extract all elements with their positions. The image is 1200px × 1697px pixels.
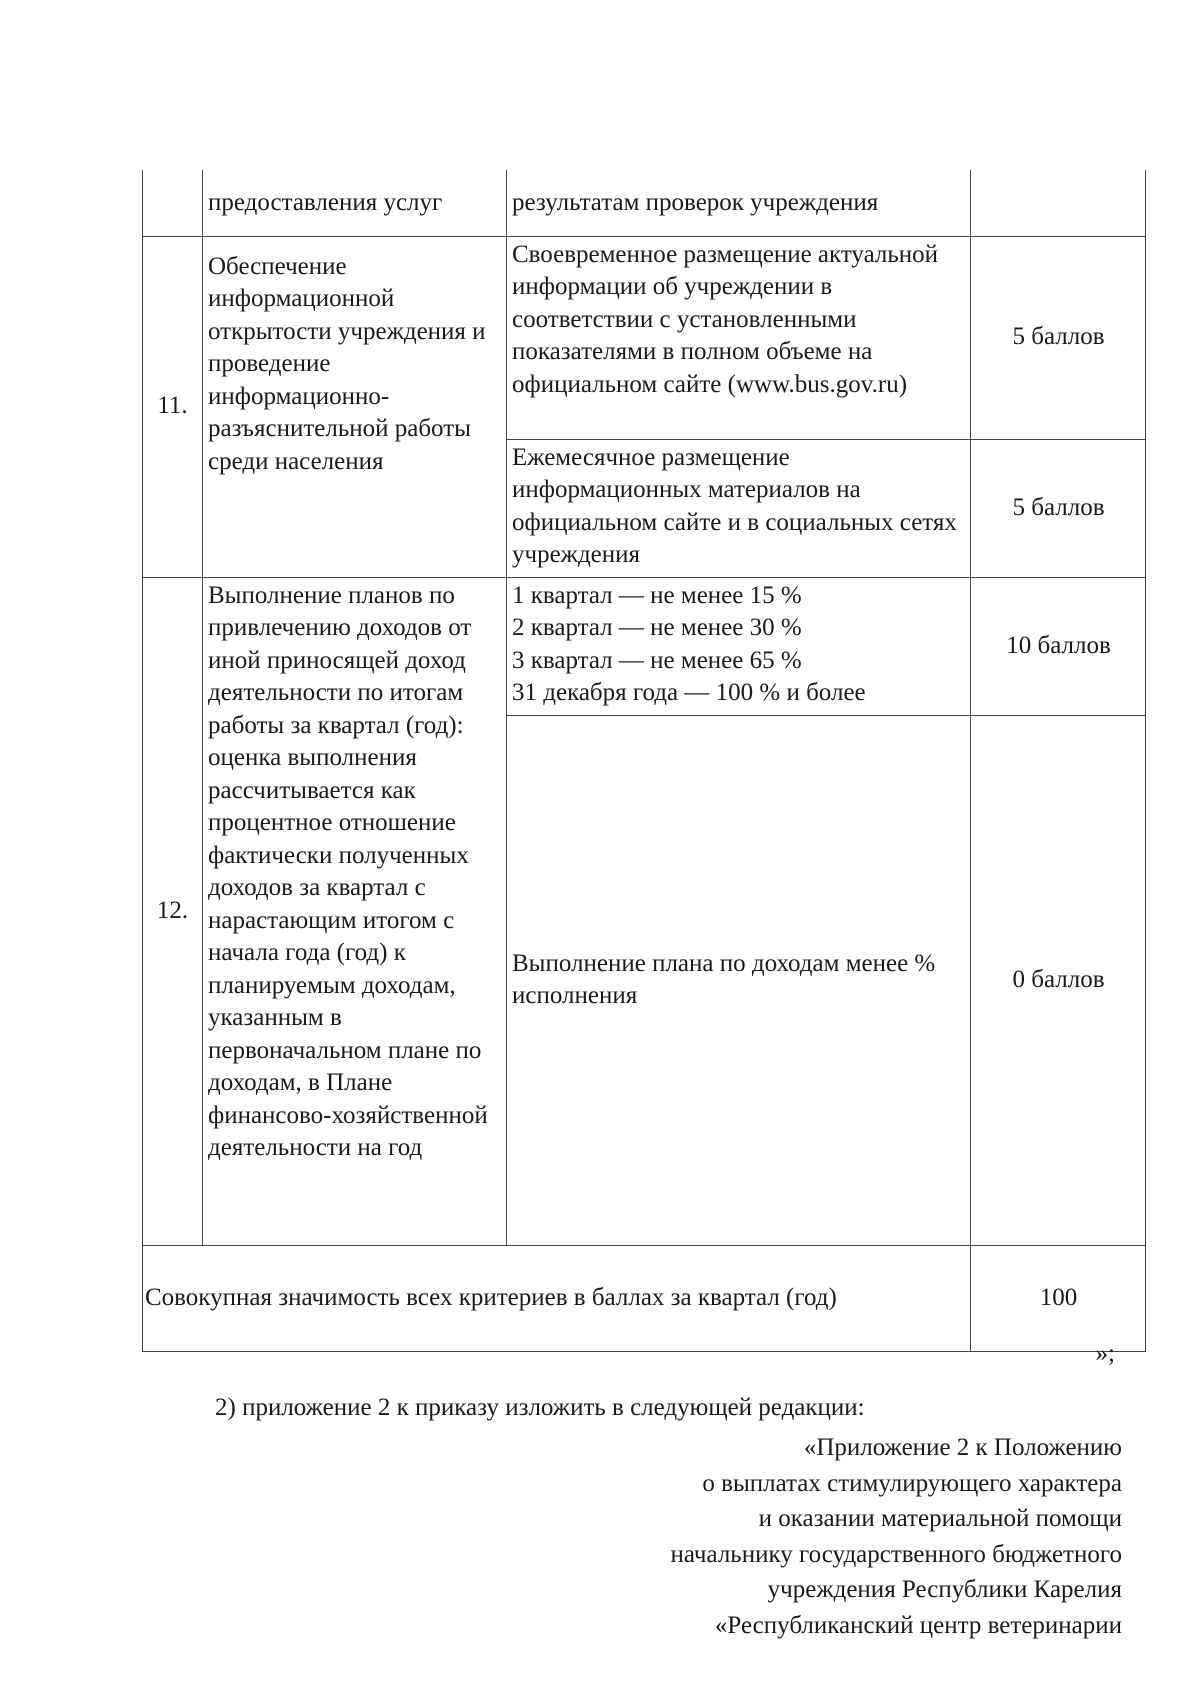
- table-row-total: [143, 1245, 1146, 1351]
- indicator-11-1: Своевременное размещение актуальной информации об учреждении в соответствии с установленными показателями в полном объеме на официальном сайте (www.bus.gov.ru): [507, 236, 971, 439]
- appendix-heading-line: начальнику государственного бюджетного: [670, 1540, 1122, 1568]
- total-value: 100: [971, 1245, 1146, 1351]
- points-12-2: 0 баллов: [971, 715, 1146, 1245]
- total-label: Совокупная значимость всех критериев в баллах за квартал (год): [143, 1245, 971, 1351]
- row-number-12: 12.: [143, 577, 203, 1245]
- appendix-heading-line: о выплатах стимулирующего характера: [702, 1469, 1122, 1497]
- indicator-12-line: 3 квартал — не менее 65 %: [512, 646, 802, 674]
- indicator-11-2: Ежемесячное размещение информационных материалов на официальном сайте и в социальных сетях учреждения: [507, 439, 971, 577]
- appendix-heading-line: «Приложение 2 к Положению: [803, 1434, 1122, 1461]
- points-11-2: 5 баллов: [971, 439, 1146, 577]
- indicator-12-line: 31 декабря года — 100 % и более: [512, 679, 866, 706]
- criterion-11: Обеспечение информационной открытости учреждения и проведение информационно-разъяснительной работы среди населения: [203, 236, 507, 577]
- indicator-12-1: [507, 577, 971, 715]
- appendix-heading: [670, 1430, 1122, 1643]
- indicator-cell: результатам проверок учреждения: [507, 170, 971, 236]
- criterion-12: Выполнение планов по привлечению доходов от иной приносящей доход деятельности по итогам работы за квартал (год): оценка выполнения рассчитывается как процентное отношение фактически полученных доходов за квартал с нарастающим итогом с начала года (год) к планируемым доходам, указанным в первоначальном плане по доходам, в Плане финансово-хозяйственной деятельности на год: [203, 577, 507, 1245]
- points-cell: [971, 170, 1146, 236]
- table-row-11a: [143, 236, 1146, 439]
- item-2-paragraph: 2) приложение 2 к приказу изложить в следующей редакции:: [215, 1394, 865, 1421]
- appendix-heading-line: «Республиканский центр ветеринарии: [714, 1611, 1122, 1639]
- criterion-cell: предоставления услуг: [203, 170, 507, 236]
- row-number-cell: [143, 170, 203, 236]
- appendix-heading-line: и оказании материальной помощи: [758, 1505, 1122, 1532]
- points-11-1: 5 баллов: [971, 236, 1146, 439]
- row-number-11: 11.: [143, 236, 203, 577]
- table-row-continuation: [143, 170, 1146, 236]
- table-row-12a: [143, 577, 1146, 715]
- closing-quote: »;: [1095, 1340, 1115, 1367]
- criteria-table: [142, 170, 1146, 1352]
- appendix-heading-line: учреждения Республики Карелия: [767, 1576, 1122, 1603]
- indicator-12-line: 2 квартал — не менее 30 %: [512, 614, 802, 641]
- indicator-12-line: 1 квартал — не менее 15 %: [512, 581, 802, 609]
- indicator-12-2: Выполнение плана по доходам менее % исполнения: [507, 715, 971, 1245]
- points-12-1: 10 баллов: [971, 577, 1146, 715]
